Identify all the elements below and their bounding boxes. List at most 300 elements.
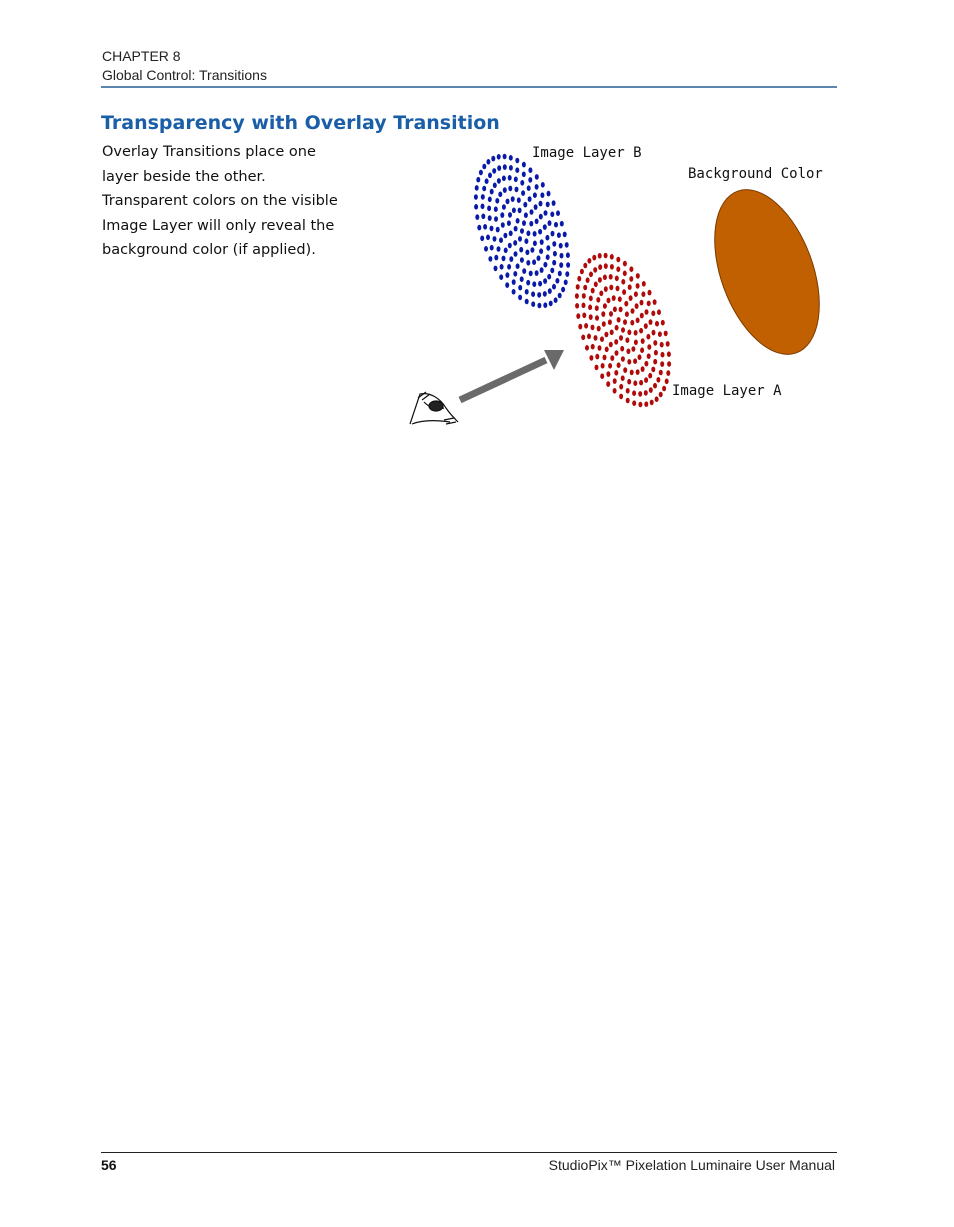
pixel-dot xyxy=(575,303,579,309)
pixel-dot xyxy=(550,212,554,218)
pixel-dot xyxy=(639,380,643,386)
pixel-dot xyxy=(623,367,627,373)
pixel-dot xyxy=(513,240,517,246)
label-background-color: Background Color xyxy=(688,166,823,182)
pixel-dot xyxy=(535,219,539,225)
pixel-dot xyxy=(480,236,484,242)
pixel-dot xyxy=(619,384,623,390)
pixel-dot xyxy=(492,168,496,174)
pixel-dot xyxy=(634,330,638,336)
pixel-dot xyxy=(651,311,655,317)
pixel-dot xyxy=(633,358,637,364)
pixel-dot xyxy=(605,347,609,353)
pixel-dot xyxy=(625,311,629,317)
pixel-dot xyxy=(597,326,601,332)
pixel-dot xyxy=(608,319,612,325)
pixel-dot xyxy=(561,287,565,293)
pixel-dot xyxy=(516,218,520,224)
pixel-dot xyxy=(482,164,486,170)
pixel-dot xyxy=(653,340,657,346)
pixel-dot xyxy=(535,174,539,180)
pixel-dot xyxy=(595,305,599,311)
pixel-dot xyxy=(556,210,560,216)
pixel-dot xyxy=(530,209,534,215)
pixel-dot xyxy=(591,344,595,350)
pixel-dot xyxy=(474,204,478,210)
pixel-dot xyxy=(559,243,563,249)
pixel-dot xyxy=(649,387,653,393)
pixel-dot xyxy=(533,231,537,237)
pixel-dot xyxy=(617,317,621,323)
pixel-dot xyxy=(486,235,490,241)
pixel-dot xyxy=(665,379,669,385)
pixel-dot xyxy=(600,336,604,342)
pixel-dot xyxy=(502,204,506,210)
pixel-dot xyxy=(606,371,610,377)
pixel-dot xyxy=(543,278,547,284)
pixel-dot xyxy=(587,334,591,340)
pixel-dot xyxy=(539,248,543,254)
pixel-dot xyxy=(502,256,506,262)
pixel-dot xyxy=(514,177,518,183)
pixel-dot xyxy=(647,344,651,350)
pixel-dot xyxy=(518,295,522,301)
pixel-dot xyxy=(550,268,554,274)
pixel-dot xyxy=(616,257,620,263)
pixel-dot xyxy=(627,379,631,385)
pixel-dot xyxy=(640,300,644,306)
pixel-dot xyxy=(658,331,662,337)
pixel-dot xyxy=(660,361,664,367)
pixel-dot xyxy=(646,334,650,340)
pixel-dot xyxy=(566,252,570,258)
pixel-dot xyxy=(654,350,658,356)
running-header xyxy=(102,47,267,85)
pixel-dot xyxy=(522,172,526,178)
pixel-dot xyxy=(614,339,618,345)
pixel-dot xyxy=(520,276,524,282)
pixel-dot xyxy=(555,278,559,284)
pixel-dot xyxy=(613,378,617,384)
pixel-dot xyxy=(612,295,616,301)
pixel-dot xyxy=(475,185,479,191)
pixel-dot xyxy=(661,352,665,358)
pixel-dot xyxy=(657,309,661,315)
pixel-dot xyxy=(566,262,570,268)
pixel-dot xyxy=(578,324,582,330)
pixel-dot xyxy=(546,202,550,208)
pixel-dot xyxy=(481,214,485,220)
pixel-dot xyxy=(512,279,516,285)
pixel-dot xyxy=(526,231,530,237)
pixel-dot xyxy=(577,276,581,282)
pixel-dot xyxy=(610,264,614,270)
pixel-dot xyxy=(518,236,522,242)
pixel-dot xyxy=(531,291,535,297)
body-paragraph xyxy=(102,140,372,263)
pixel-dot xyxy=(535,184,539,190)
pixel-dot xyxy=(490,226,494,232)
pixel-dot xyxy=(505,272,509,278)
pixel-dot xyxy=(488,173,492,179)
pixel-dot xyxy=(591,288,595,294)
pixel-dot xyxy=(546,245,550,251)
pixel-dot xyxy=(621,279,625,285)
pixel-dot xyxy=(616,266,620,272)
pixel-dot xyxy=(587,258,591,264)
pixel-dot xyxy=(525,299,529,305)
pixel-dot xyxy=(607,298,611,304)
pixel-dot xyxy=(521,190,525,196)
pixel-dot xyxy=(610,355,614,361)
pixel-dot xyxy=(490,189,494,195)
pixel-dot xyxy=(519,247,523,253)
pixel-dot xyxy=(551,231,555,237)
pixel-dot xyxy=(552,260,556,266)
pixel-dot xyxy=(499,237,503,243)
pixel-dot xyxy=(636,369,640,375)
pixel-dot xyxy=(481,204,485,210)
pixel-dot xyxy=(541,182,545,188)
manual-title: StudioPix™ Pixelation Luminaire User Manual xyxy=(548,1157,835,1173)
pixel-dot xyxy=(540,267,544,273)
pixel-dot xyxy=(497,154,501,160)
pixel-dot xyxy=(533,192,537,198)
pixel-dot xyxy=(528,177,532,183)
pixel-dot xyxy=(529,221,533,227)
pixel-dot xyxy=(481,194,485,200)
arrow-icon xyxy=(460,350,564,400)
pixel-dot xyxy=(619,394,623,400)
pixel-dot xyxy=(581,335,585,341)
pixel-dot xyxy=(586,277,590,283)
pixel-dot xyxy=(626,398,630,404)
pixel-dot xyxy=(636,273,640,279)
pixel-dot xyxy=(515,167,519,173)
page-number: 56 xyxy=(101,1157,117,1173)
image-layer-a-dots xyxy=(575,253,671,408)
pixel-dot xyxy=(667,351,671,357)
pixel-dot xyxy=(540,192,544,198)
pixel-dot xyxy=(505,282,509,288)
pixel-dot xyxy=(502,176,506,182)
pixel-dot xyxy=(626,349,630,355)
pixel-dot xyxy=(563,232,567,238)
pixel-dot xyxy=(601,311,605,317)
pixel-dot xyxy=(493,236,497,242)
pixel-dot xyxy=(512,289,516,295)
pixel-dot xyxy=(648,373,652,379)
footer-rule xyxy=(101,1152,837,1153)
pixel-dot xyxy=(532,281,536,287)
pixel-dot xyxy=(666,370,670,376)
pixel-dot xyxy=(664,331,668,337)
pixel-dot xyxy=(558,293,562,299)
pixel-dot xyxy=(520,257,524,263)
pixel-dot xyxy=(491,156,495,162)
pixel-dot xyxy=(610,254,614,260)
pixel-dot xyxy=(497,246,501,252)
pixel-dot xyxy=(631,308,635,314)
pixel-dot xyxy=(629,266,633,272)
pixel-dot xyxy=(576,284,580,290)
pixel-dot xyxy=(500,212,504,218)
pixel-dot xyxy=(634,291,638,297)
pixel-dot xyxy=(627,330,631,336)
pixel-dot xyxy=(496,227,500,233)
pixel-dot xyxy=(622,289,626,295)
pixel-dot xyxy=(532,259,536,265)
pixel-dot xyxy=(560,253,564,259)
pixel-dot xyxy=(644,323,648,329)
pixel-dot xyxy=(512,208,516,214)
pixel-dot xyxy=(638,402,642,408)
pixel-dot xyxy=(553,251,557,257)
pixel-dot xyxy=(645,309,649,315)
pixel-dot xyxy=(598,277,602,283)
pixel-dot xyxy=(529,271,533,277)
pixel-dot xyxy=(498,192,502,198)
pixel-dot xyxy=(535,270,539,276)
pixel-dot xyxy=(589,314,593,320)
pixel-dot xyxy=(477,225,481,231)
pixel-dot xyxy=(488,256,492,262)
pixel-dot xyxy=(615,350,619,356)
pixel-dot xyxy=(609,285,613,291)
label-image-layer-a: Image Layer A xyxy=(672,383,782,399)
pixel-dot xyxy=(531,301,535,307)
pixel-dot xyxy=(495,198,499,204)
pixel-dot xyxy=(517,197,521,203)
pixel-dot xyxy=(508,175,512,181)
pixel-dot xyxy=(554,222,558,228)
background-color-ellipse xyxy=(694,175,839,368)
pixel-dot xyxy=(497,165,501,171)
pixel-dot xyxy=(514,226,518,232)
pixel-dot xyxy=(526,280,530,286)
pixel-dot xyxy=(548,288,552,294)
pixel-dot xyxy=(528,196,532,202)
pixel-dot xyxy=(603,275,607,281)
pixel-dot xyxy=(585,345,589,351)
pixel-dot xyxy=(583,285,587,291)
pixel-dot xyxy=(591,325,595,331)
pixel-dot xyxy=(558,271,562,277)
pixel-dot xyxy=(494,255,498,261)
pixel-dot xyxy=(667,361,671,367)
pixel-dot xyxy=(639,328,643,334)
pixel-dot xyxy=(546,254,550,260)
pixel-dot xyxy=(595,365,599,371)
pixel-dot xyxy=(552,284,556,290)
pixel-dot xyxy=(644,377,648,383)
pixel-dot xyxy=(526,260,530,266)
pixel-dot xyxy=(484,246,488,252)
body-line: Overlay Transitions place one xyxy=(102,144,316,160)
pixel-dot xyxy=(604,253,608,259)
pixel-dot xyxy=(659,392,663,398)
pixel-dot xyxy=(507,220,511,226)
pixel-dot xyxy=(497,178,501,184)
pixel-dot xyxy=(514,251,518,257)
pixel-dot xyxy=(601,363,605,369)
pixel-dot xyxy=(594,282,598,288)
pixel-dot xyxy=(474,194,478,200)
pixel-dot xyxy=(523,202,527,208)
pixel-dot xyxy=(509,155,513,161)
pixel-dot xyxy=(609,311,613,317)
chapter-label: CHAPTER 8 xyxy=(102,48,181,64)
pixel-dot xyxy=(522,268,526,274)
pixel-dot xyxy=(494,216,498,222)
pixel-dot xyxy=(582,303,586,309)
pixel-dot xyxy=(619,335,623,341)
pixel-dot xyxy=(644,361,648,367)
pixel-dot xyxy=(538,229,542,235)
pixel-dot xyxy=(598,253,602,259)
pixel-dot xyxy=(493,183,497,189)
pixel-dot xyxy=(488,215,492,221)
pixel-dot xyxy=(543,224,547,230)
pixel-dot xyxy=(503,154,507,160)
pixel-dot xyxy=(634,340,638,346)
pixel-dot xyxy=(610,330,614,336)
pixel-dot xyxy=(638,391,642,397)
pixel-dot xyxy=(483,224,487,230)
pixel-dot xyxy=(482,186,486,192)
pixel-dot xyxy=(537,303,541,309)
pixel-dot xyxy=(547,274,551,280)
pixel-dot xyxy=(606,381,610,387)
pixel-dot xyxy=(638,354,642,360)
overlay-transition-diagram xyxy=(400,138,840,438)
pixel-dot xyxy=(516,263,520,269)
pixel-dot xyxy=(603,355,607,361)
pixel-dot xyxy=(636,283,640,289)
pixel-dot xyxy=(641,291,645,297)
pixel-dot xyxy=(629,295,633,301)
pixel-dot xyxy=(559,262,563,268)
pixel-dot xyxy=(509,165,513,171)
pixel-dot xyxy=(603,303,607,309)
pixel-dot xyxy=(513,271,517,277)
pixel-dot xyxy=(527,185,531,191)
pixel-dot xyxy=(652,330,656,336)
pixel-dot xyxy=(522,162,526,168)
pixel-dot xyxy=(595,354,599,360)
pixel-dot xyxy=(635,303,639,309)
pixel-dot xyxy=(598,264,602,270)
pixel-dot xyxy=(539,201,543,207)
body-line: Transparent colors on the visible xyxy=(102,193,338,209)
pixel-dot xyxy=(647,301,651,307)
pixel-dot xyxy=(509,256,513,262)
pixel-dot xyxy=(564,280,568,286)
pixel-dot xyxy=(503,187,507,193)
header-rule xyxy=(101,86,837,88)
pixel-dot xyxy=(627,359,631,365)
pixel-dot xyxy=(479,170,483,176)
pixel-dot xyxy=(539,214,543,220)
pixel-dot xyxy=(609,342,613,348)
pixel-dot xyxy=(623,261,627,267)
pixel-dot xyxy=(506,199,510,205)
pixel-dot xyxy=(522,220,526,226)
pixel-dot xyxy=(623,319,627,325)
pixel-dot xyxy=(649,319,653,325)
pixel-dot xyxy=(641,338,645,344)
pixel-dot xyxy=(666,341,670,347)
pixel-dot xyxy=(576,313,580,319)
pixel-dot xyxy=(528,167,532,173)
pixel-dot xyxy=(515,158,519,164)
pixel-dot xyxy=(632,390,636,396)
pixel-dot xyxy=(624,301,628,307)
pixel-dot xyxy=(524,212,528,218)
pixel-dot xyxy=(620,346,624,352)
pixel-dot xyxy=(618,296,622,302)
pixel-dot xyxy=(647,353,651,359)
pixel-dot xyxy=(583,263,587,269)
pixel-dot xyxy=(631,346,635,352)
pixel-dot xyxy=(629,276,633,282)
pixel-dot xyxy=(599,291,603,297)
pixel-dot xyxy=(525,250,529,256)
pixel-dot xyxy=(655,321,659,327)
pixel-dot xyxy=(621,375,625,381)
pixel-dot xyxy=(593,267,597,273)
pixel-dot xyxy=(626,388,630,394)
pixel-dot xyxy=(640,313,644,319)
pixel-dot xyxy=(552,241,556,247)
pixel-dot xyxy=(656,377,660,383)
pixel-dot xyxy=(619,307,623,313)
pixel-dot xyxy=(582,293,586,299)
label-image-layer-b: Image Layer B xyxy=(532,145,642,161)
pixel-dot xyxy=(501,222,505,228)
pixel-dot xyxy=(582,313,586,319)
pixel-dot xyxy=(613,307,617,313)
pixel-dot xyxy=(575,293,579,299)
pixel-dot xyxy=(508,212,512,218)
pixel-dot xyxy=(518,285,522,291)
pixel-dot xyxy=(660,342,664,348)
pixel-dot xyxy=(621,327,625,333)
body-line: background color (if applied). xyxy=(102,242,316,258)
pixel-dot xyxy=(486,159,490,165)
pixel-dot xyxy=(661,320,665,326)
pixel-dot xyxy=(644,401,648,407)
pixel-dot xyxy=(511,196,515,202)
pixel-dot xyxy=(543,291,547,297)
pixel-dot xyxy=(633,380,637,386)
pixel-dot xyxy=(490,245,494,251)
pixel-dot xyxy=(650,400,654,406)
pixel-dot xyxy=(653,359,657,365)
pixel-dot xyxy=(533,241,537,247)
pixel-dot xyxy=(534,204,538,210)
pixel-dot xyxy=(600,373,604,379)
pixel-dot xyxy=(500,264,504,270)
pixel-dot xyxy=(604,332,608,338)
pixel-dot xyxy=(509,231,513,237)
pixel-dot xyxy=(636,318,640,324)
pixel-dot xyxy=(560,221,564,227)
pixel-dot xyxy=(648,290,652,296)
pixel-dot xyxy=(595,315,599,321)
pixel-dot xyxy=(617,362,621,368)
pixel-dot xyxy=(628,284,632,290)
